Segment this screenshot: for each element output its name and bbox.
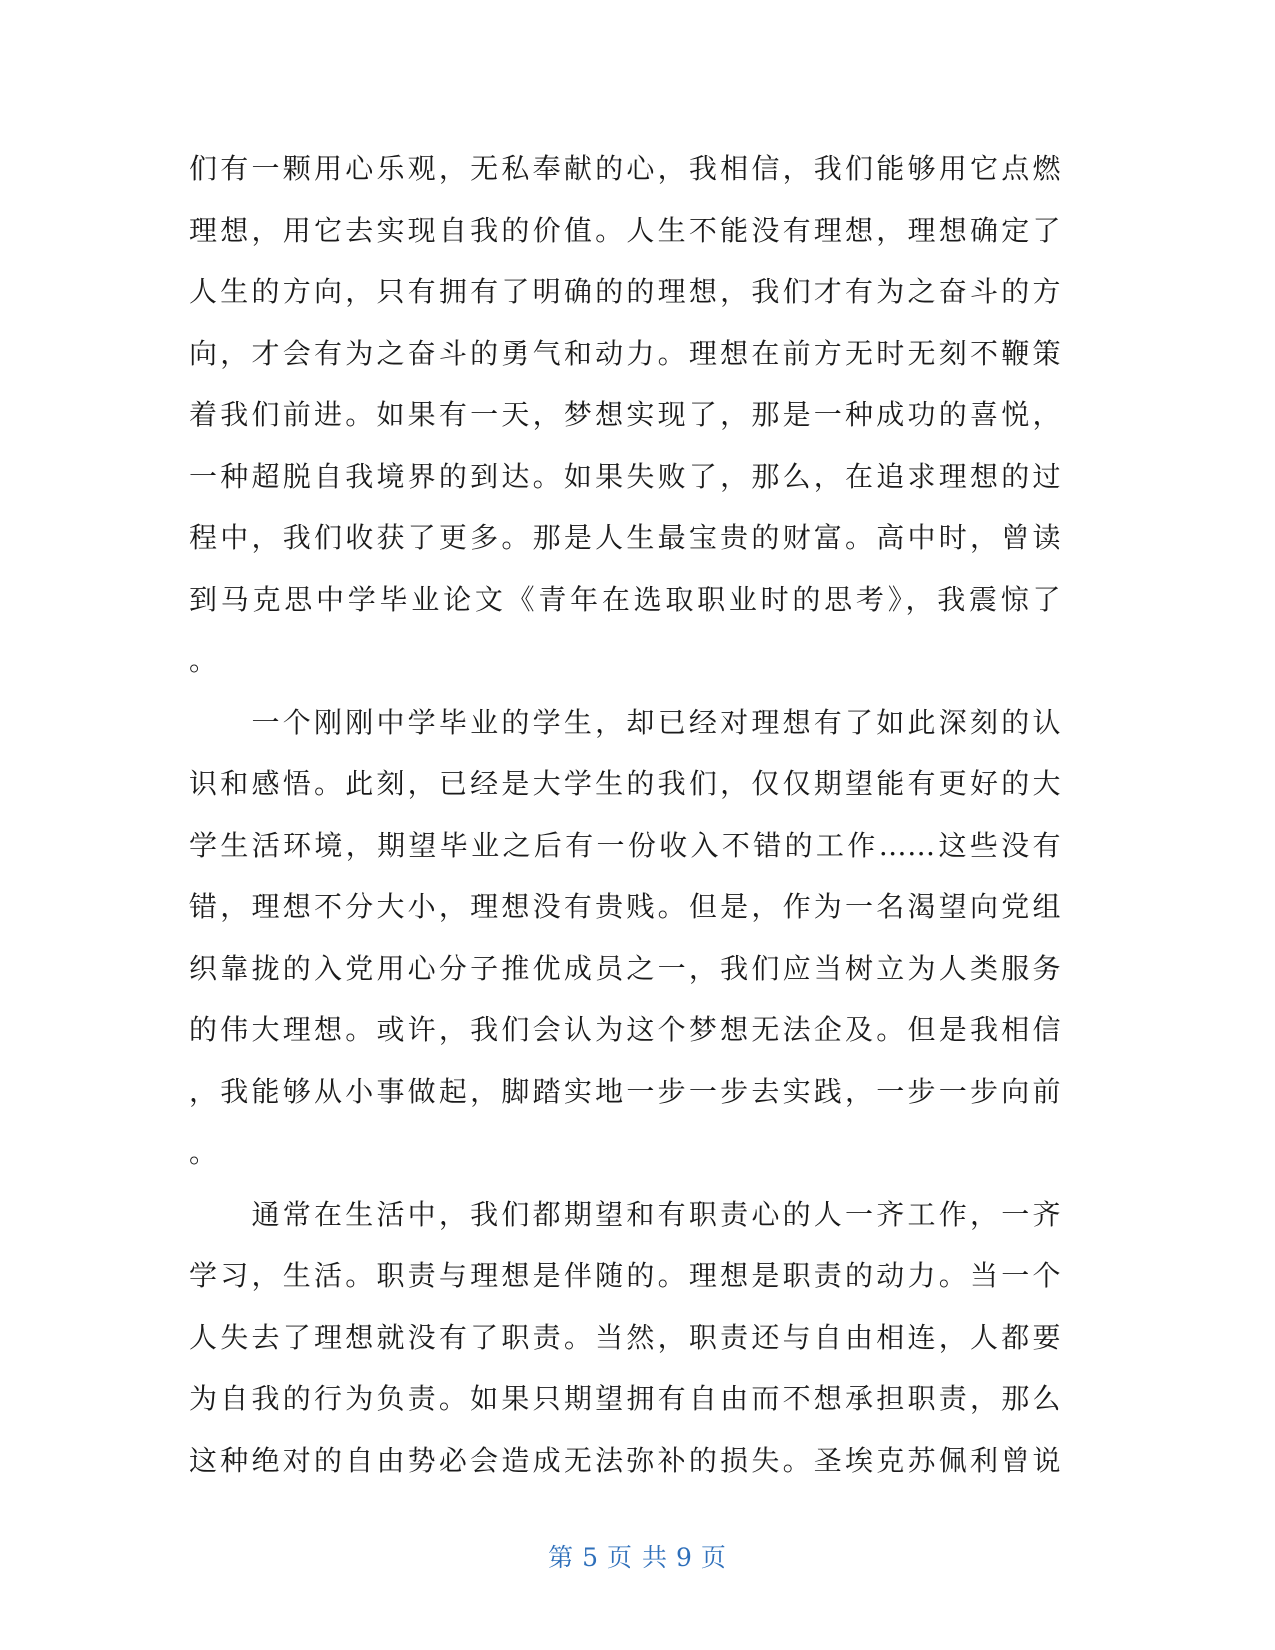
text-line: 人生的方向，只有拥有了明确的的理想，我们才有为之奋斗的方 (189, 275, 1061, 308)
text-line: 一种超脱自我境界的到达。如果失败了，那么，在追求理想的过 (189, 459, 1061, 493)
text-line: 着我们前进。如果有一天，梦想实现了，那是一种成功的喜悦， (189, 398, 1061, 431)
text-line: 程中，我们收获了更多。那是人生最宝贵的财富。高中时，曾读 (189, 521, 1061, 554)
text-line: 的伟大理想。或许，我们会认为这个梦想无法企及。但是我相信 (189, 1013, 1061, 1046)
text-line: 到马克思中学毕业论文《青年在选取职业时的思考》，我震惊了 (189, 582, 1061, 616)
text-line: 理想，用它去实现自我的价值。人生不能没有理想，理想确定了 (189, 213, 1061, 247)
text-line: 。 (189, 1136, 218, 1169)
text-line: 识和感悟。此刻，已经是大学生的我们，仅仅期望能有更好的大 (189, 767, 1061, 800)
text-line: 学习，生活。职责与理想是伴随的。理想是职责的动力。当一个 (189, 1259, 1061, 1292)
footer-middle: 页 共 (607, 1543, 668, 1572)
text-line: 这种绝对的自由势必会造成无法弥补的损失。圣埃克苏佩利曾说 (189, 1443, 1061, 1477)
text-line: 向，才会有为之奋斗的勇气和动力。理想在前方无时无刻不鞭策 (189, 336, 1061, 370)
text-line: 织靠拢的入党用心分子推优成员之一，我们应当树立为人类服务 (189, 951, 1061, 985)
text-line: 为自我的行为负责。如果只期望拥有自由而不想承担职责，那么 (189, 1382, 1061, 1415)
page-footer (0, 1538, 1275, 1574)
text-line: 。 (189, 644, 218, 677)
text-line: 们有一颗用心乐观，无私奉献的心，我相信，我们能够用它点燃 (189, 152, 1061, 185)
footer-suffix: 页 (700, 1543, 727, 1572)
footer-prefix: 第 (548, 1543, 575, 1572)
text-line: 错，理想不分大小，理想没有贵贱。但是，作为一名渴望向党组 (189, 890, 1061, 923)
text-line: 通常在生活中，我们都期望和有职责心的人一齐工作，一齐 (189, 1197, 1061, 1231)
text-line: 一个刚刚中学毕业的学生，却已经对理想有了如此深刻的认 (189, 705, 1061, 739)
text-line: 学生活环境，期望毕业之后有一份收入不错的工作……这些没有 (189, 828, 1061, 862)
body-text (189, 138, 1061, 1491)
text-line: 人失去了理想就没有了职责。当然，职责还与自由相连，人都要 (189, 1320, 1061, 1354)
text-line: ，我能够从小事做起，脚踏实地一步一步去实践，一步一步向前 (189, 1074, 1061, 1108)
footer-total-pages: 9 (675, 1543, 693, 1572)
footer-current-page: 5 (582, 1543, 600, 1572)
